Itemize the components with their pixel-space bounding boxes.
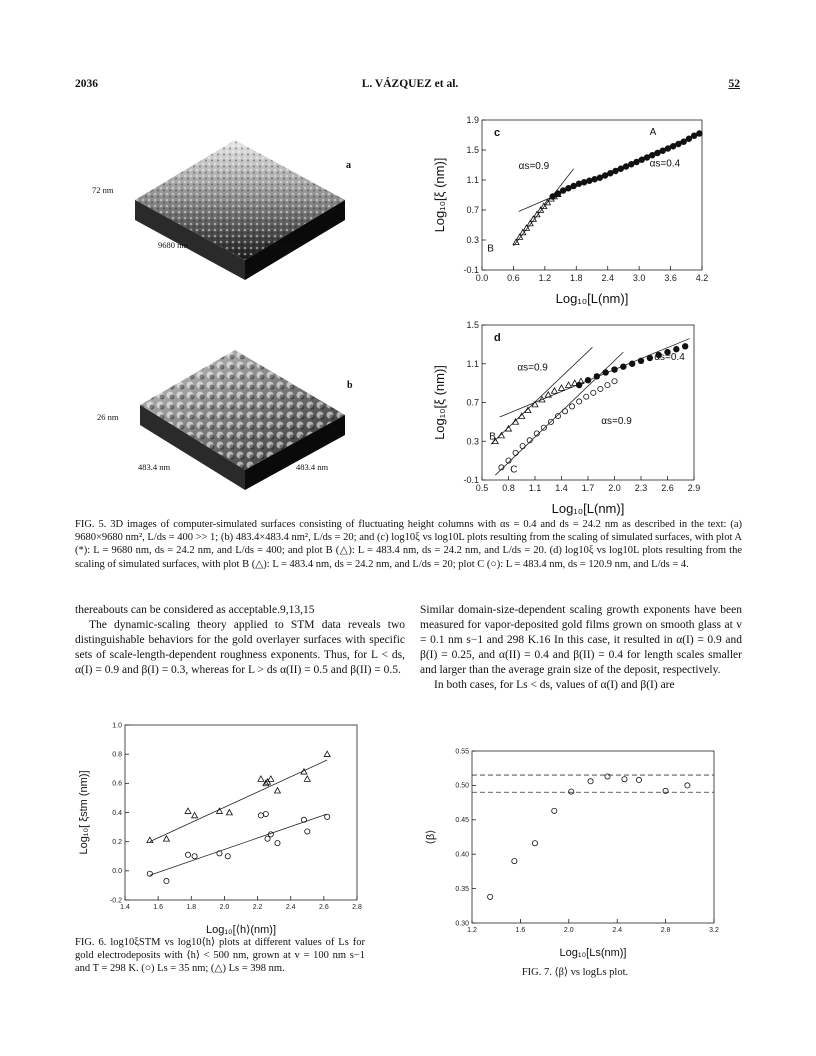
- y-tick-label: -0.1: [463, 475, 479, 485]
- y-tick-label: 1.0: [112, 722, 122, 730]
- data-point: [258, 813, 263, 818]
- y-tick-label: 0.2: [112, 839, 122, 846]
- x-axis-label: Log₁₀[L(nm)]: [551, 501, 625, 516]
- data-point: [611, 366, 617, 372]
- running-authors: [330, 78, 490, 90]
- annotation-label: αs=0.4: [654, 351, 685, 363]
- x-axis-label: Log₁₀[L(nm)]: [555, 291, 629, 306]
- data-point: [577, 399, 582, 404]
- fit-line: [513, 169, 573, 246]
- data-point: [225, 854, 230, 859]
- data-point: [263, 811, 268, 816]
- y-tick-label: 0.6: [112, 780, 122, 788]
- data-point: [532, 841, 537, 846]
- data-point: [488, 894, 493, 899]
- body-left-p1: thereabouts can be considered as acceptable.9,13,15: [75, 604, 315, 616]
- x-tick-label: 2.0: [219, 904, 230, 911]
- annotation-label: αs=0.9: [517, 362, 548, 374]
- annotation-label: αs=0.9: [518, 160, 550, 172]
- data-point: [555, 413, 560, 418]
- x-tick-label: 1.6: [515, 927, 526, 934]
- data-point: [513, 419, 519, 424]
- x-tick-label: 1.7: [581, 483, 595, 493]
- data-point: [512, 858, 517, 863]
- data-point: [629, 361, 635, 367]
- fig5c-chart: [430, 110, 720, 310]
- annotation-label: C: [510, 464, 518, 476]
- x-tick-label: 2.4: [612, 927, 623, 934]
- data-point: [192, 812, 198, 817]
- plot-frame: [482, 325, 694, 480]
- fig7-chart: [420, 745, 730, 959]
- x-tick-label: 1.1: [528, 483, 542, 493]
- data-point: [268, 776, 274, 781]
- data-point: [185, 808, 191, 813]
- body-left-column: [75, 603, 405, 678]
- data-point: [192, 854, 197, 859]
- x-tick-label: 1.2: [538, 273, 552, 283]
- annotation-label: αs=0.4: [649, 158, 681, 170]
- fig5b-height-label: 26 nm: [97, 412, 119, 422]
- data-point: [605, 382, 610, 387]
- fig6-caption: FIG. 6. log10ξSTM vs log10⟨h⟩ plots at different values of Ls for gold electrodeposits with ⟨h⟩ < 500 nm, grown at v = 100 nm s−1 and T = 298 K. (○) Ls = 35 nm; (△) Ls = 398 nm.: [75, 937, 365, 975]
- x-tick-label: 1.4: [120, 904, 130, 911]
- y-tick-label: 0.7: [466, 397, 479, 408]
- annotation-label: αs=0.9: [601, 415, 632, 427]
- data-point: [258, 776, 264, 781]
- fig5a-height-label: 72 nm: [92, 185, 114, 195]
- panel-letter: d: [494, 332, 501, 344]
- y-tick-label: 0.50: [455, 782, 469, 790]
- plot-frame: [125, 725, 357, 900]
- data-point: [274, 788, 280, 793]
- x-axis-label: Log₁₀[Ls(nm)]: [559, 947, 627, 959]
- data-point: [551, 388, 557, 393]
- x-tick-label: 2.8: [660, 927, 671, 934]
- data-point: [612, 379, 617, 384]
- y-tick-label: 0.7: [466, 205, 479, 215]
- x-tick-label: 4.2: [695, 273, 709, 283]
- fig5a-surface-svg: [75, 120, 375, 280]
- x-tick-label: 0.5: [475, 483, 489, 493]
- x-tick-label: 3.6: [664, 273, 677, 283]
- x-tick-label: 2.9: [687, 483, 701, 493]
- x-tick-label: 2.3: [634, 483, 648, 493]
- data-point: [559, 385, 565, 390]
- x-tick-label: 0.6: [507, 273, 520, 283]
- x-tick-label: 2.6: [318, 904, 329, 911]
- data-point: [588, 779, 593, 784]
- body-right-p2: In both cases, for Ls < ds, values of α(I) and β(I) are: [434, 679, 675, 691]
- body-left-p2: The dynamic-scaling theory applied to STM data reveals two distinguishable behaviors for the gold overlayer surfaces with specific sets of scale-length-dependent roughness exponents. Thus, for L < ds, α(I) = 0.9 and β(I) = 0.3, whereas for L > ds α(II) = 0.5 and β(II) = 0.5.: [75, 619, 405, 676]
- data-point: [576, 382, 582, 388]
- x-tick-label: 2.0: [563, 927, 574, 934]
- data-point: [685, 783, 690, 788]
- data-point: [584, 394, 589, 399]
- x-tick-label: 1.4: [555, 483, 568, 493]
- data-point: [525, 407, 531, 412]
- data-point: [513, 450, 518, 455]
- body-right-column: [420, 603, 742, 693]
- x-tick-label: 1.6: [153, 904, 164, 911]
- annotation-label: B: [489, 431, 496, 443]
- data-point: [638, 358, 644, 364]
- x-tick-label: 2.2: [252, 904, 263, 911]
- fig5a-width-right: 9680 nm: [265, 240, 295, 250]
- x-tick-label: 2.4: [601, 273, 614, 283]
- data-point: [569, 789, 574, 794]
- data-point: [696, 130, 702, 136]
- fig5b-panel-letter: b: [347, 380, 353, 391]
- data-point: [519, 413, 525, 418]
- data-point: [594, 373, 600, 379]
- x-tick-label: 2.4: [285, 904, 296, 911]
- y-axis-label: ⟨β⟩: [425, 829, 437, 845]
- data-point: [605, 774, 610, 779]
- x-tick-label: 2.6: [661, 483, 674, 493]
- data-point: [226, 810, 232, 815]
- x-tick-label: 2.8: [352, 904, 362, 911]
- x-tick-label: 2.0: [608, 483, 621, 493]
- x-tick-label: 0.8: [502, 483, 515, 493]
- y-tick-label: 0.0: [112, 868, 122, 876]
- data-point: [185, 852, 190, 857]
- data-point: [636, 777, 641, 782]
- x-tick-label: 0.0: [475, 273, 489, 283]
- page-number: 2036: [75, 78, 98, 90]
- x-axis-label: Log₁₀[⟨h⟩(nm)]: [205, 924, 277, 936]
- x-tick-label: 1.2: [467, 927, 477, 934]
- data-point: [163, 836, 169, 841]
- data-point: [566, 382, 572, 387]
- y-tick-label: 0.40: [455, 851, 469, 859]
- data-point: [147, 837, 153, 842]
- y-tick-label: 0.4: [112, 809, 122, 817]
- y-tick-label: 1.1: [466, 358, 479, 369]
- data-point: [324, 751, 330, 756]
- plot-frame: [472, 751, 714, 923]
- fig6-chart: [75, 715, 375, 936]
- data-point: [622, 777, 627, 782]
- data-point: [647, 355, 653, 361]
- y-tick-label: -0.2: [109, 897, 122, 905]
- y-tick-label: 1.5: [466, 145, 479, 155]
- panel-letter: c: [494, 127, 501, 139]
- x-tick-label: 1.8: [186, 904, 197, 911]
- data-point: [663, 788, 668, 793]
- fig5a-width-left: 9680 nm: [158, 240, 188, 250]
- data-point: [552, 808, 557, 813]
- data-point: [562, 409, 567, 414]
- x-tick-label: 3.0: [632, 273, 646, 283]
- data-point: [520, 443, 525, 448]
- data-point: [602, 369, 608, 375]
- fig5b-surface-svg: [75, 330, 375, 500]
- y-axis-label: Log₁₀[ξ (nm)]: [432, 157, 447, 233]
- annotation-label: A: [649, 127, 657, 138]
- data-point: [570, 404, 575, 409]
- y-tick-label: 0.55: [455, 748, 469, 756]
- y-tick-label: 0.45: [455, 817, 469, 825]
- data-point: [164, 878, 169, 883]
- x-tick-label: 3.2: [709, 927, 719, 934]
- y-tick-label: 0.3: [466, 235, 479, 245]
- data-point: [620, 363, 626, 369]
- y-tick-label: 0.35: [455, 885, 469, 893]
- y-tick-label: 1.1: [466, 175, 479, 185]
- data-point: [305, 829, 310, 834]
- fig5b-width-right: 483.4 nm: [296, 462, 329, 472]
- data-point: [598, 386, 603, 391]
- data-point: [275, 841, 280, 846]
- y-axis-label: Log₁₀[ ξstm (nm)]: [78, 770, 90, 855]
- data-point: [585, 377, 591, 383]
- y-tick-label: -0.1: [463, 265, 479, 275]
- data-point: [498, 432, 504, 437]
- data-point: [147, 871, 152, 876]
- data-point: [682, 343, 688, 349]
- fit-line: [150, 760, 327, 842]
- fig5b-width-left: 483.4 nm: [138, 462, 171, 472]
- volume-number: 52: [728, 78, 740, 90]
- fit-line: [150, 814, 327, 875]
- fig5-caption: FIG. 5. 3D images of computer-simulated surfaces consisting of fluctuating height columns with αs = 0.4 and ds = 24.2 nm as described in the text: (a) 9680×9680 nm², L/ds = 400 >> 1; (b) 483.4×483.4 nm², L/ds = 20; and (c) log10ξ vs log10L plots resulting from the scaling of simulated surfaces, with plot A (*): L = 9680 nm, ds = 24.2 nm, and L/ds = 400; and plot B (△): L = 483.4 nm, ds = 24.2 nm, and L/ds = 20. (d) log10ξ vs log10L plots resulting from the scaling of simulated surfaces, with plot B (△): L = 483.4 nm, ds = 24.2 nm, and L/ds = 20; plot C (○): L = 483.4 nm, ds = 120.9 nm, and L/ds = 4.: [75, 519, 743, 570]
- x-tick-label: 1.8: [570, 273, 583, 283]
- annotation-label: B: [487, 243, 494, 255]
- data-point: [304, 776, 310, 781]
- y-tick-label: 1.9: [466, 115, 479, 125]
- data-point: [545, 392, 551, 397]
- authors-text: L. VÁZQUEZ et al.: [361, 78, 459, 90]
- fig7-caption: FIG. 7. ⟨β⟩ vs logLs plot.: [521, 967, 629, 978]
- data-point: [591, 390, 596, 395]
- plot-frame: [482, 120, 702, 270]
- fig5a-surface: [75, 120, 375, 280]
- data-point: [506, 426, 512, 431]
- y-tick-label: 0.3: [466, 436, 479, 447]
- y-tick-label: 0.30: [455, 920, 469, 928]
- data-point: [572, 380, 578, 385]
- y-tick-label: 0.8: [112, 751, 122, 759]
- body-right-p1: Similar domain-size-dependent scaling growth exponents have been measured for vapor-deposited gold films grown on smooth glass at v = 0.1 nm s−1 and 298 K.16 In this case, it resulted in α(I) = 0.9 and β(I) = 0.25, and α(II) = 0.4 and β(II) = 0.4 for length scales smaller and larger than the average grain size of the deposit, respectively.: [420, 604, 742, 676]
- fig5b-surface: [75, 330, 375, 500]
- y-axis-label: Log₁₀[ξ (nm)]: [432, 365, 447, 440]
- data-point: [325, 814, 330, 819]
- fig5d-chart: [430, 315, 720, 516]
- data-point: [541, 425, 546, 430]
- fig5a-panel-letter: a: [346, 160, 351, 171]
- y-tick-label: 1.5: [466, 320, 479, 330]
